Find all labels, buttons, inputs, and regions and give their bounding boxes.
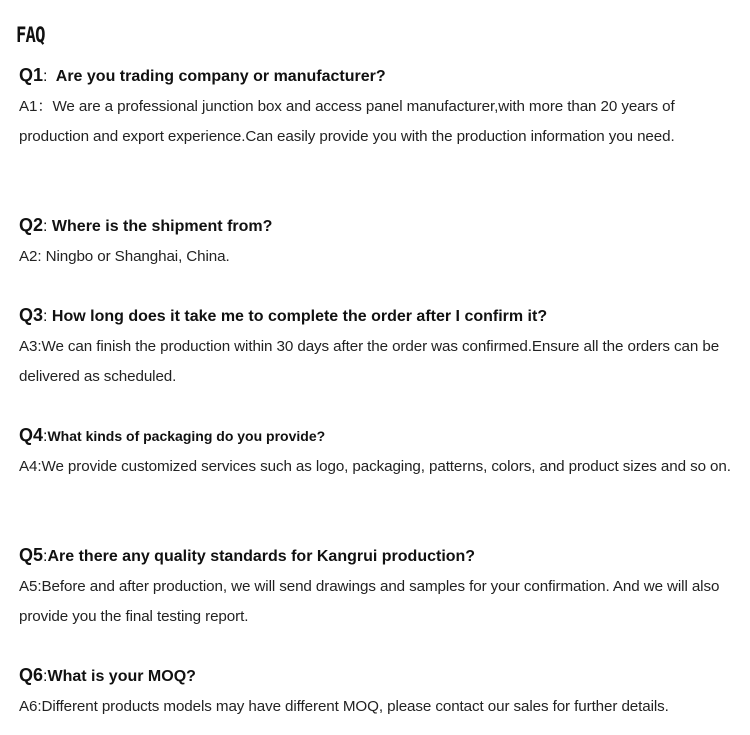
question-text: Are there any quality standards for Kangrui production? [47, 548, 476, 565]
question-3 [19, 300, 737, 332]
question-separator: : [43, 548, 48, 565]
question-number: Q2 [19, 215, 44, 235]
answer-3: A3:We can finish the production within 30 days after the order was confirmed.Ensure all the orders can be delivered as scheduled. [19, 338, 720, 385]
faq-item-3 [19, 300, 737, 392]
question-4 [19, 420, 737, 452]
question-text: Are you trading company or manufacturer? [55, 68, 386, 85]
answer-4: A4:We provide customized services such as logo, packaging, patterns, colors, and product sizes and so on. [19, 458, 731, 475]
faq-item-4 [19, 420, 737, 482]
faq-item-1 [19, 60, 737, 152]
question-separator: : [43, 428, 48, 445]
question-text: Where is the shipment from? [51, 218, 273, 235]
question-1 [19, 60, 737, 92]
answer-2: A2: Ningbo or Shanghai, China. [19, 248, 230, 265]
question-number: Q6 [19, 665, 44, 685]
question-text: How long does it take me to complete the order after I confirm it? [51, 308, 548, 325]
faq-item-2 [19, 210, 737, 272]
question-number: Q3 [19, 305, 44, 325]
answer-5: A5:Before and after production, we will send drawings and samples for your confirmation. And we will also provide you the final testing report. [19, 578, 720, 625]
question-number: Q1 [19, 65, 44, 85]
question-separator: : [43, 668, 48, 685]
answer-6: A6:Different products models may have different MOQ, please contact our sales for further details. [19, 698, 669, 715]
question-text: What kinds of packaging do you provide? [47, 428, 326, 444]
question-number: Q4 [19, 425, 44, 445]
question-number: Q5 [19, 545, 44, 565]
question-6 [19, 660, 737, 692]
question-separator: : [43, 218, 48, 235]
answer-1: A1：We are a professional junction box and access panel manufacturer,with more than 20 years of production and export experience.Can easily provide you with the production information you need. [19, 98, 675, 145]
question-text: What is your MOQ? [47, 668, 196, 685]
question-separator: : [43, 68, 48, 85]
page-title: FAQ [16, 23, 45, 47]
question-5 [19, 540, 737, 572]
question-2 [19, 210, 737, 242]
faq-item-6 [19, 660, 737, 722]
question-separator: : [43, 308, 48, 325]
faq-item-5 [19, 540, 737, 632]
